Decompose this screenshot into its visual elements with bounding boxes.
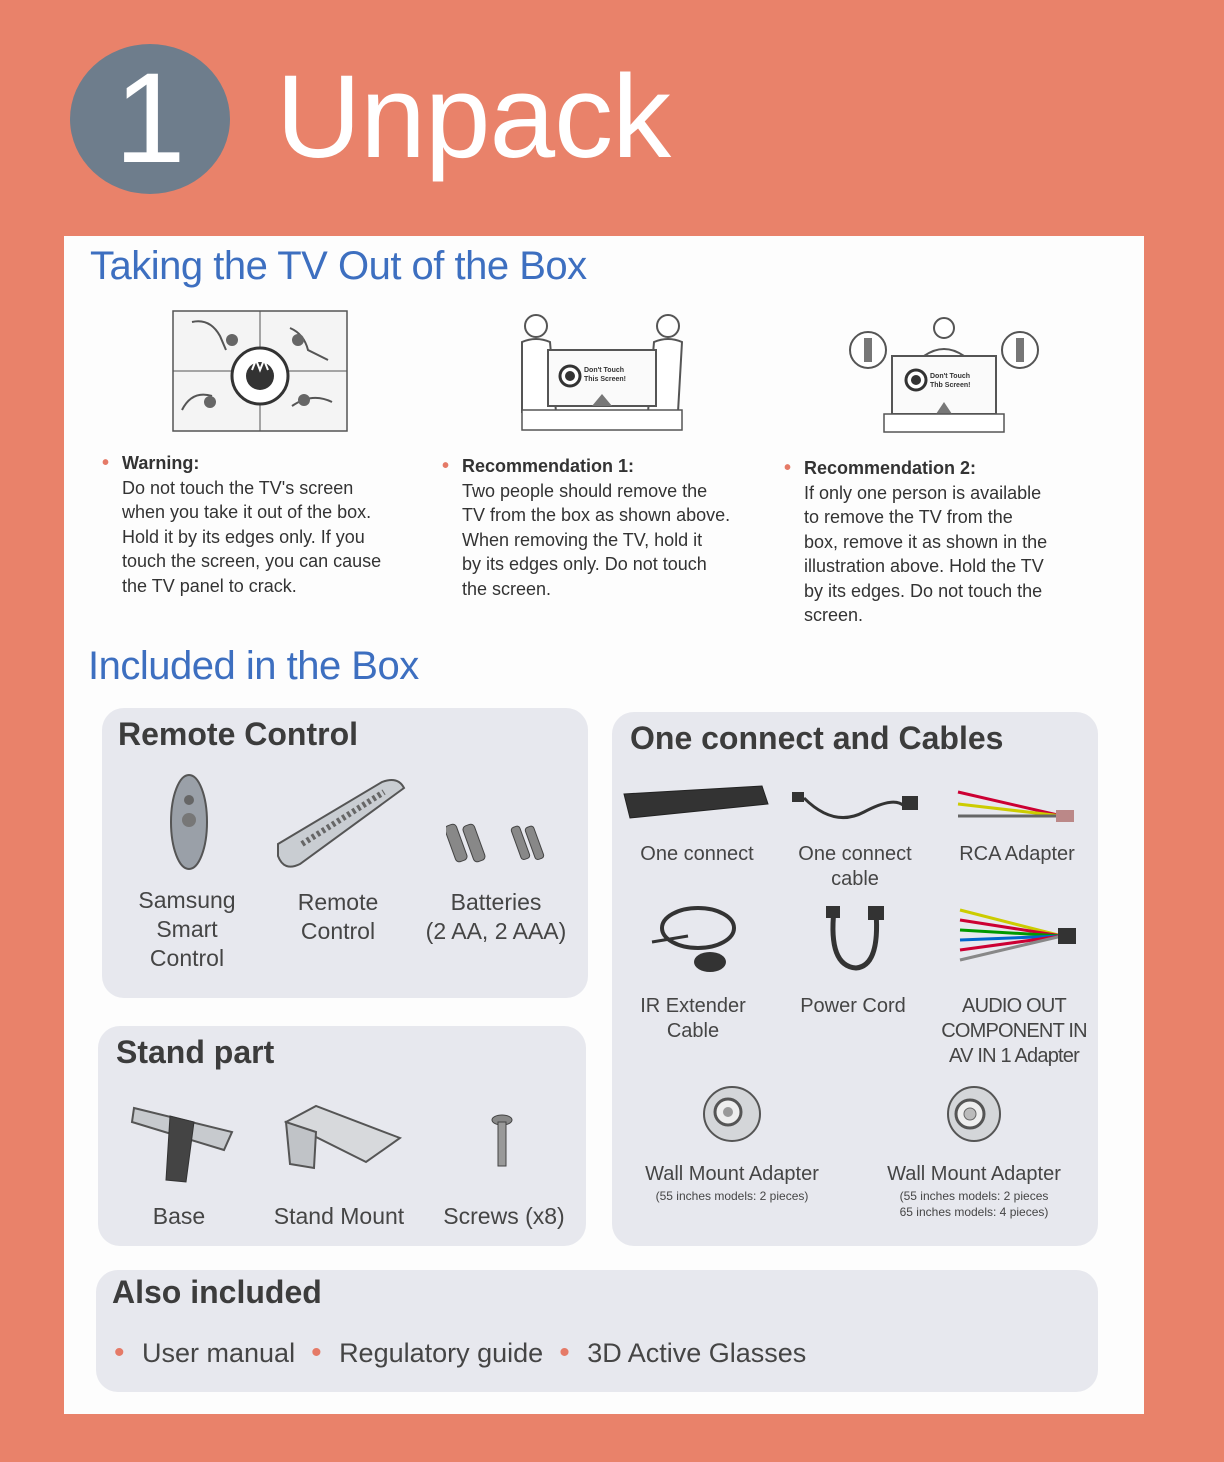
- wall-mount-adapter-image-1: [698, 1082, 764, 1149]
- item-label-power-cord: Power Cord: [800, 995, 906, 1017]
- item-label-base: Base: [152, 1203, 206, 1229]
- item-label-wall-mount-1: Wall Mount Adapter: [645, 1163, 819, 1185]
- warning-illustration: [172, 310, 348, 432]
- section-heading-taking-out: Taking the TV Out of the Box: [90, 244, 587, 288]
- remote-control-box: [102, 708, 588, 998]
- note-line: TV from the box as shown above.: [462, 505, 731, 525]
- smart-control-image: [168, 772, 210, 877]
- remote-control-image: [272, 778, 408, 875]
- stand-mount-image: [276, 1102, 402, 1177]
- item-label-remote-control: Remote Control: [297, 889, 379, 944]
- note-line: by its edges. Do not touch the: [804, 580, 1043, 601]
- wall-mount-1-sub: (55 inches models: 2 pieces): [655, 1189, 809, 1203]
- item-label-smart-control: Samsung Smart Control: [138, 887, 236, 971]
- content-panel: [64, 236, 1144, 1414]
- recommendation-1-note: [462, 454, 772, 601]
- note-line: If only one person is available: [804, 482, 1042, 503]
- note-line: Hold it by its edges only. If you: [122, 526, 365, 547]
- note-line: when you take it out of the box.: [122, 502, 372, 522]
- note-line: When removing the TV, hold it: [462, 529, 703, 550]
- box-title: One connect and Cables: [630, 720, 1004, 756]
- item-label-batteries: Batteries (2 AA, 2 AAA): [425, 889, 567, 944]
- also-included-list: [114, 1338, 806, 1369]
- box-title: Remote Control: [118, 716, 358, 752]
- power-cord-image: [822, 906, 888, 979]
- list-item: • Regulatory guide: [311, 1338, 543, 1369]
- note-line: touch the screen, you can cause: [122, 551, 382, 571]
- note-title: • Warning:: [122, 451, 422, 476]
- note-line: screen.: [804, 605, 864, 625]
- box-title: Also included: [112, 1274, 322, 1310]
- note-line: the screen.: [462, 578, 552, 599]
- sign-text-line1-b: Don't Touch: [930, 373, 971, 380]
- base-image: [128, 1092, 238, 1189]
- batteries-image: [446, 818, 550, 871]
- stand-part-box: [98, 1026, 586, 1246]
- cables-box: [612, 712, 1098, 1246]
- one-connect-image: [622, 782, 770, 827]
- rca-adapter-image: [952, 786, 1076, 831]
- note-line: illustration above. Hold the TV: [804, 556, 1044, 576]
- wall-mount-adapter-image-2: [942, 1084, 1004, 1149]
- note-line: by its edges only. Do not touch: [462, 554, 707, 574]
- section-heading-included: Included in the Box: [88, 644, 419, 688]
- item-label-wall-mount-2: Wall Mount Adapter: [887, 1163, 1061, 1185]
- item-label-screws: Screws (x8): [443, 1203, 565, 1229]
- item-label-av-adapter: AUDIO OUT COMPONENT IN AV IN 1 Adapter: [941, 995, 1087, 1067]
- one-connect-cable-image: [788, 788, 922, 829]
- note-line: Two people should remove the: [462, 480, 708, 501]
- item-label-rca-adapter: RCA Adapter: [959, 843, 1075, 865]
- page-title: Unpack: [276, 51, 671, 183]
- box-title: Stand part: [116, 1034, 275, 1070]
- note-line: Do not touch the TV's screen: [122, 477, 354, 498]
- sign-text-line2-b: Thb Screen!: [930, 382, 971, 389]
- note-line: to remove the TV from the: [804, 507, 1013, 527]
- item-label-ir-extender: IR Extender Cable: [640, 995, 746, 1042]
- one-person-illustration: [844, 316, 1044, 436]
- note-title: • Recommendation 2:: [804, 456, 1104, 481]
- recommendation-2-note: [804, 456, 1104, 628]
- step-number-badge: 1: [70, 44, 230, 194]
- sign-text-line2-a: This Screen!: [584, 376, 627, 383]
- two-people-illustration: [512, 310, 692, 434]
- wall-mount-2-sub: (55 inches models: 2 pieces 65 inches models: 4 pieces): [899, 1189, 1049, 1219]
- screw-image: [490, 1114, 514, 1175]
- note-line: box, remove it as shown in the: [804, 531, 1048, 552]
- ir-extender-image: [648, 902, 742, 983]
- item-label-one-connect: One connect: [640, 843, 754, 865]
- warning-note: [122, 451, 422, 598]
- note-title: • Recommendation 1:: [462, 454, 772, 479]
- list-item: • 3D Active Glasses: [559, 1338, 806, 1369]
- also-included-box: [96, 1270, 1098, 1392]
- item-label-stand-mount: Stand Mount: [273, 1203, 405, 1229]
- sign-text-line1-a: Don't Touch: [584, 367, 625, 374]
- item-label-one-connect-cable: One connect cable: [798, 843, 912, 890]
- av-adapter-image: [954, 904, 1078, 971]
- list-item: • User manual: [114, 1338, 295, 1369]
- note-line: the TV panel to crack.: [122, 575, 297, 596]
